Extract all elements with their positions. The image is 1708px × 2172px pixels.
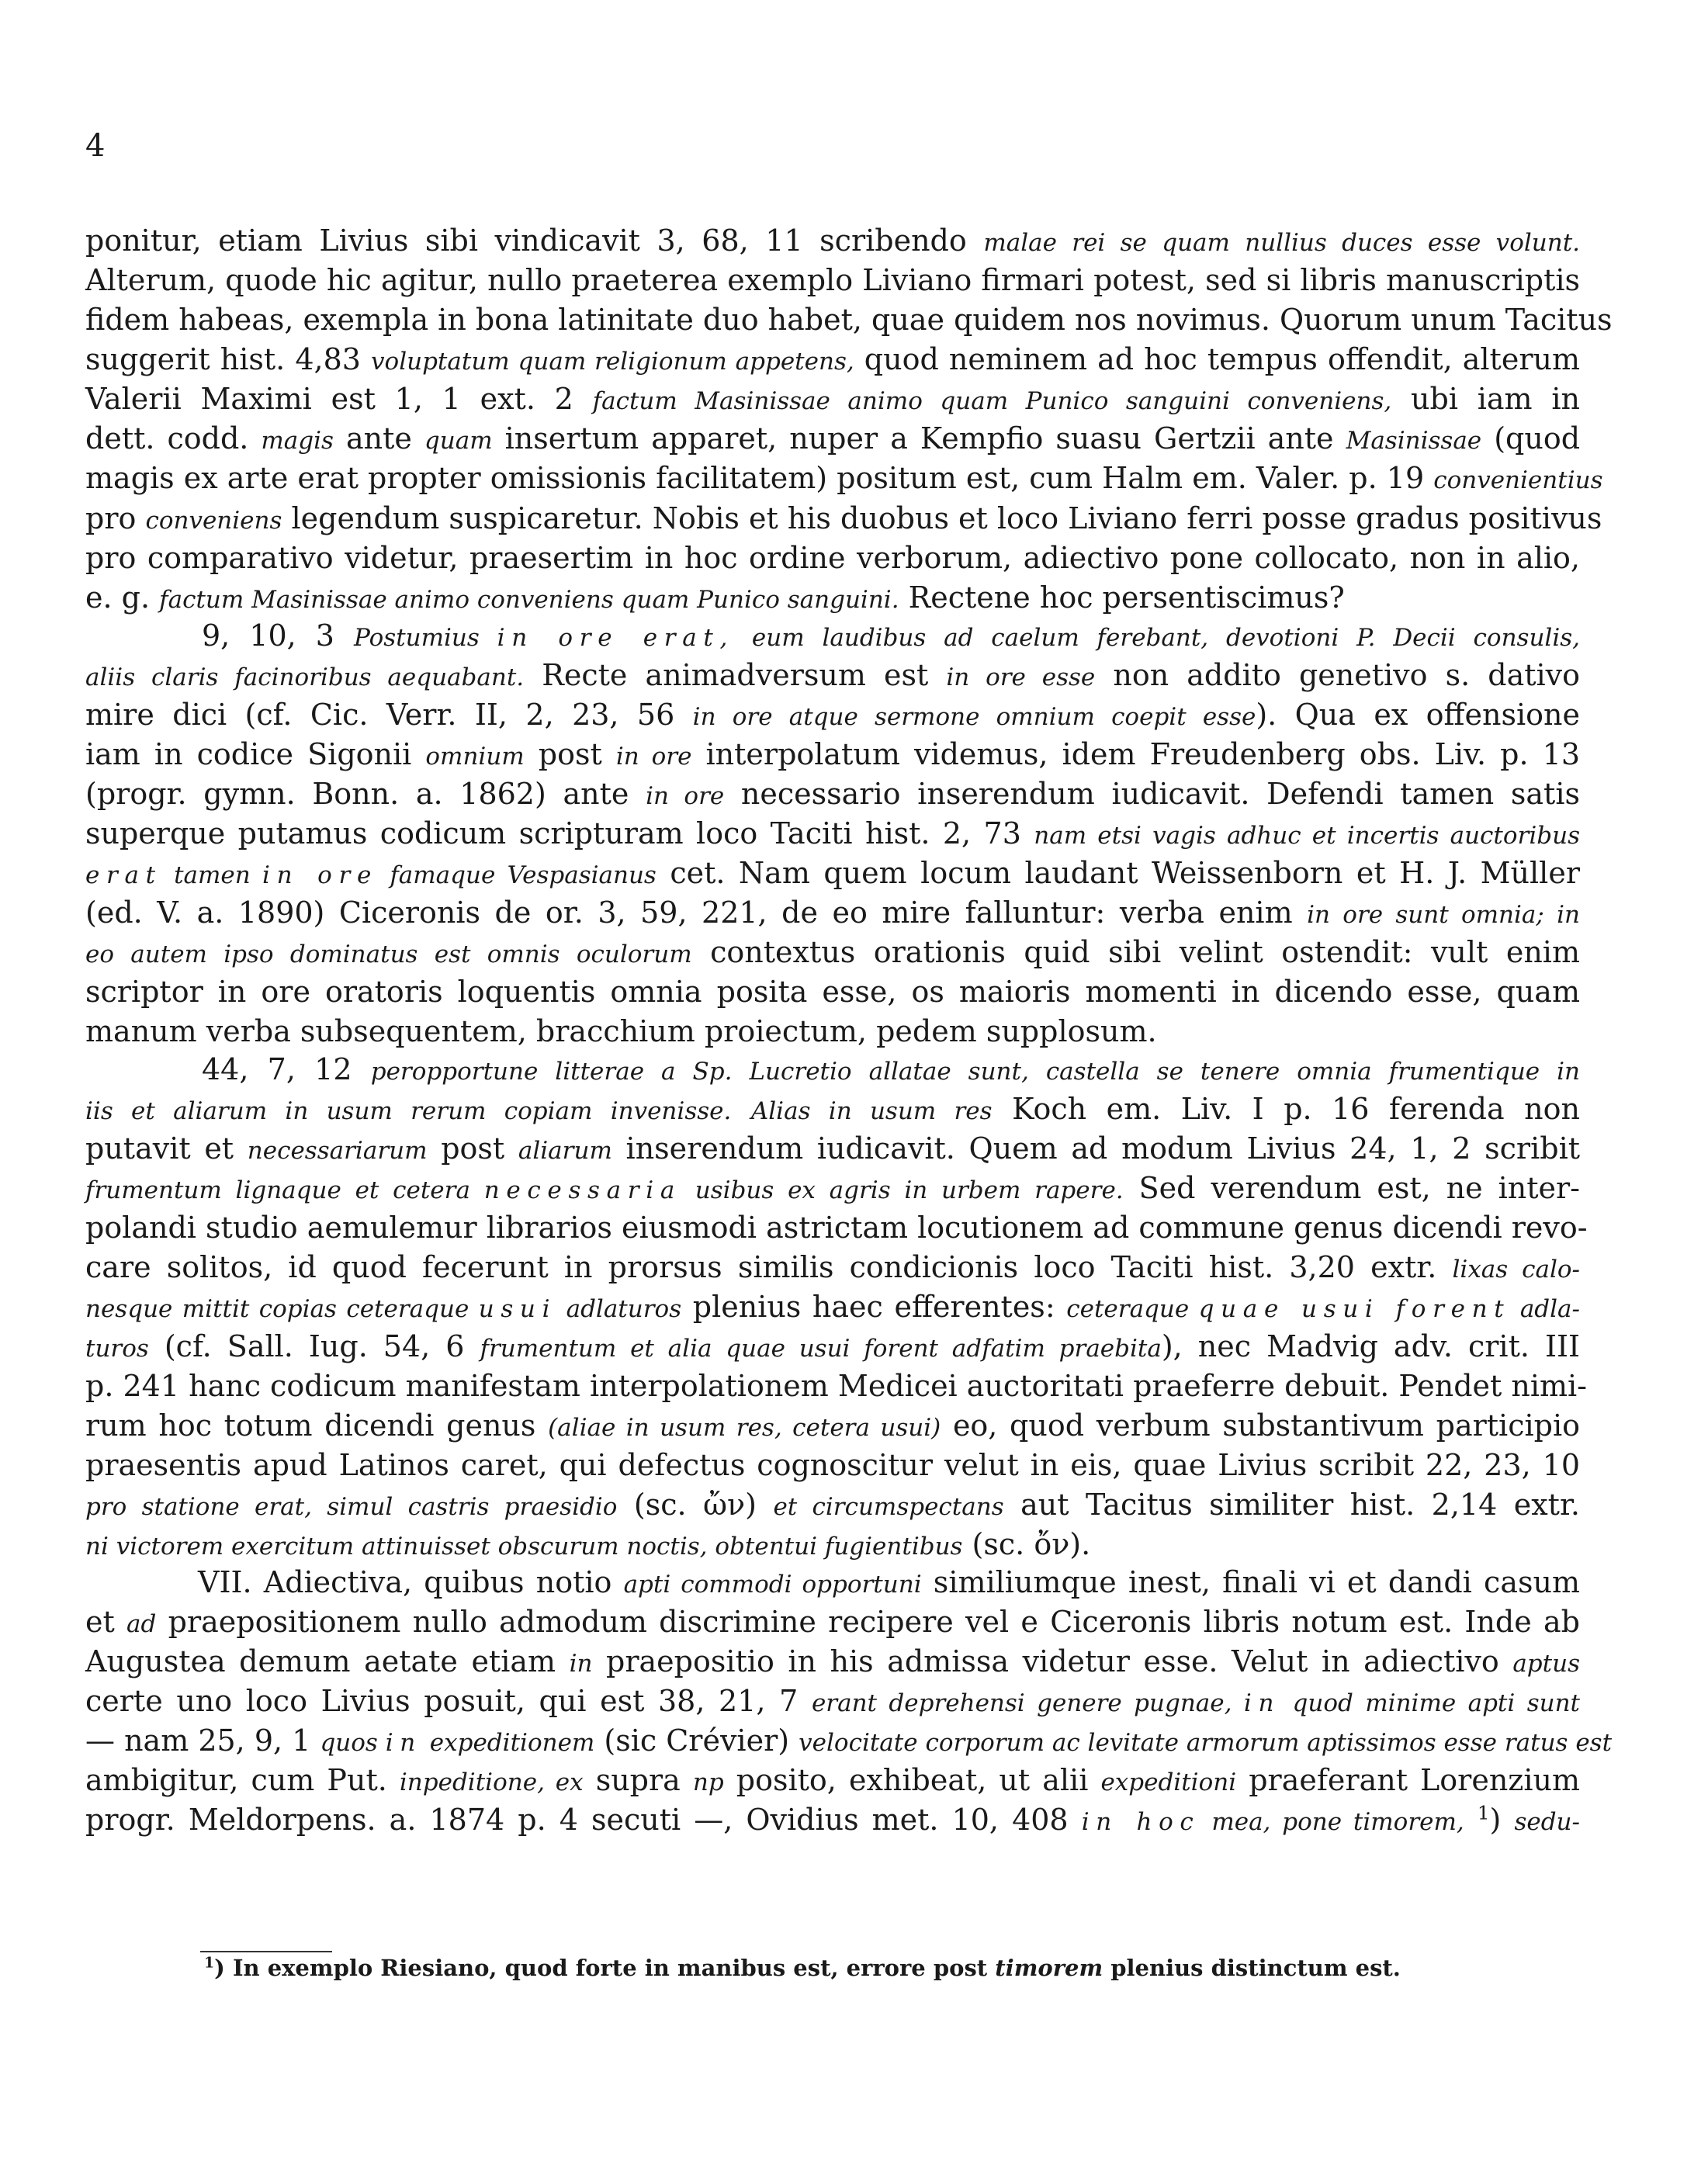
italic-text: ceteraque	[1066, 1295, 1199, 1323]
text-segment: polandi studio aemulemur librarios eiusmodi astrictam locutionem ad commune genus dicendi revo-	[85, 1211, 1588, 1245]
italic-text: usibus ex agris in urbem rapere.	[681, 1176, 1124, 1204]
italic-text: frumentum et alia quae usui forent adfatim praebita	[480, 1335, 1162, 1363]
italic-text: erant deprehensi genere pugnae,	[811, 1689, 1244, 1717]
text-line	[85, 1488, 1581, 1522]
text-segment: mire dici (cf. Cic. Verr. II, 2, 23, 56	[85, 698, 693, 732]
text-segment: insertum apparet, nuper a Kempfio suasu Gertzii ante	[492, 421, 1346, 456]
italic-text: factum Masinissae animo conveniens quam Punico sanguini.	[159, 586, 899, 614]
italic-text: et circumspectans	[773, 1493, 1004, 1521]
text-segment: — nam 25, 9, 1	[85, 1723, 320, 1758]
italic-text: turos	[85, 1335, 149, 1363]
italic-text: velocitate corporum ac levitate armorum aptissimos esse ratus est	[799, 1729, 1613, 1757]
italic-text: malae rei se quam nullius duces esse volunt.	[983, 229, 1581, 257]
text-line	[85, 543, 1580, 573]
italic-text: in ore atque sermone omnium coepit esse	[692, 703, 1256, 731]
text-segment: necessario inserendum iudicavit. Defendi tamen satis	[724, 777, 1580, 811]
italic-text: lixas calo-	[1452, 1256, 1581, 1283]
text-segment: ponitur, etiam Livius sibi vindicavit 3, 68, 11 scribendo	[85, 223, 984, 258]
italic-text: quod minime apti sunt	[1280, 1689, 1581, 1717]
text-line	[85, 895, 1580, 930]
text-segment: praeferant Lorenzium	[1236, 1763, 1580, 1797]
footnote-marker: 1	[204, 1954, 215, 1972]
text-segment: fidem habeas, exempla in bona latinitate duo habet, quae quidem nos novimus. Quorum unum Tacitus	[85, 303, 1613, 337]
text-line	[85, 223, 1581, 258]
text-line	[85, 1723, 1613, 1758]
text-segment: Valerii Maximi est 1, 1 ext. 2	[85, 382, 593, 416]
text-segment: legendum suspicaretur. Nobis et his duobus et loco Liviano ferri posse gradus positivus	[282, 501, 1602, 535]
italic-text: erat	[85, 861, 162, 889]
italic-text: necessariarum	[247, 1137, 428, 1165]
text-segment: (sc. ὤν)	[617, 1488, 774, 1522]
text-segment: iam in codice Sigonii	[85, 737, 426, 771]
italic-text: Masinissae	[1346, 427, 1482, 455]
italic-text: quos	[320, 1729, 386, 1757]
text-line	[85, 937, 1580, 967]
text-line	[85, 1686, 1580, 1716]
text-line	[85, 1014, 1580, 1048]
italic-text: sedu-	[1514, 1808, 1580, 1836]
text-line	[85, 698, 1580, 732]
text-segment: eo, quod verbum substantivum participio	[941, 1408, 1580, 1443]
italic-text: quae usui forent	[1198, 1295, 1511, 1323]
text-line	[85, 1173, 1580, 1203]
text-segment: plenius distinctum est.	[1103, 1955, 1401, 1981]
italic-text: factum Masinissae animo quam Punico sanguini conveniens,	[592, 387, 1392, 415]
footnote-ref: 1	[1477, 1801, 1490, 1824]
italic-text: iis et aliarum in usum rerum copiam invenisse.	[85, 1097, 732, 1125]
text-line	[85, 1369, 1588, 1403]
text-segment	[1464, 1803, 1478, 1837]
text-line	[85, 580, 1580, 615]
text-line	[85, 1529, 1580, 1559]
italic-text: in ore	[615, 743, 692, 771]
text-segment: VII. Adiectiva, quibus notio	[198, 1565, 624, 1599]
text-line	[85, 1252, 1580, 1282]
text-segment: suggerit hist. 4,83	[85, 342, 372, 376]
text-line	[85, 421, 1581, 456]
text-segment: (sic Crévier)	[594, 1723, 799, 1758]
text-line	[85, 1292, 1580, 1322]
text-segment: quod neminem ad hoc tempus offendit, alterum	[854, 342, 1580, 376]
text-line	[85, 303, 1613, 337]
text-segment: ambigitur, cum Put.	[85, 1763, 400, 1797]
text-line	[85, 384, 1580, 414]
italic-text: famaque Vespasianus	[378, 861, 657, 889]
italic-text: aliis claris facinoribus aequabant.	[85, 663, 525, 691]
text-line	[85, 1801, 1580, 1837]
text-segment: et	[85, 1605, 127, 1639]
italic-text: eo autem ipso dominatus est omnis oculorum	[85, 941, 692, 968]
italic-text: Postumius	[354, 624, 497, 652]
italic-text: adlaturos	[556, 1295, 682, 1323]
text-segment: ubi iam in	[1391, 382, 1580, 416]
text-line	[85, 1211, 1588, 1245]
text-segment: similiumque inest, finali vi et dandi casum	[921, 1565, 1580, 1599]
text-segment: putavit et	[85, 1131, 248, 1166]
text-line	[85, 737, 1581, 771]
italic-text: apti commodi opportuni	[623, 1571, 922, 1599]
italic-text: in ore	[262, 861, 379, 889]
italic-text: timorem	[995, 1955, 1103, 1981]
italic-text: convenientius	[1433, 466, 1603, 494]
footnote-rule	[200, 1951, 332, 1952]
text-line	[85, 1607, 1580, 1637]
text-segment	[731, 1092, 751, 1126]
italic-text: omnium	[425, 743, 525, 771]
text-line	[198, 1565, 1580, 1599]
text-line	[85, 1131, 1580, 1166]
italic-text: in ore esse	[946, 663, 1096, 691]
text-segment: care solitos, id quod fecerunt in prorsus similis condicionis loco Taciti hist. 3,20 extr.	[85, 1250, 1453, 1284]
text-segment: manum verba subsequentem, bracchium proiectum, pedem supplosum.	[85, 1014, 1157, 1048]
text-segment: scriptor in ore oratoris loquentis omnia posita esse, os maioris momenti in dicendo esse, quam	[85, 975, 1580, 1009]
italic-text: in	[385, 1729, 422, 1757]
text-segment: rum hoc totum dicendi genus	[85, 1408, 549, 1443]
italic-text: Alias in usum res	[750, 1097, 993, 1125]
italic-text: tamen	[161, 861, 262, 889]
text-segment: progr. Meldorpens. a. 1874 p. 4 secuti —, Ovidius met. 10, 408	[85, 1803, 1082, 1837]
italic-text: frumentum lignaque et cetera	[85, 1176, 484, 1204]
italic-text: aptus	[1512, 1650, 1580, 1678]
italic-text: quam	[424, 427, 493, 455]
italic-text: aliarum	[518, 1137, 612, 1165]
footnote-text	[214, 1955, 1401, 1981]
italic-text: inpeditione, ex	[399, 1768, 584, 1796]
text-segment: pro	[85, 501, 146, 535]
italic-text: adla-	[1510, 1295, 1581, 1323]
text-segment: praepositionem nullo admodum discrimine recipere vel e Ciceronis libris notum est. Inde ab	[156, 1605, 1580, 1639]
page-number: 4	[85, 128, 106, 164]
text-segment: contextus orationis quid sibi velint ostendit: vult enim	[691, 935, 1580, 969]
italic-text: nesque mittit copias ceteraque	[85, 1295, 479, 1323]
text-segment: inserendum iudicavit. Quem ad modum Livius 24, 1, 2 scribit	[611, 1131, 1580, 1166]
text-segment: ) In exemplo Riesiano, quod forte in manibus est, errore post	[214, 1955, 996, 1981]
text-segment: Recte animadversum est	[524, 658, 947, 692]
text-segment: ), nec Madvig adv. crit. III	[1161, 1329, 1580, 1363]
text-line	[85, 1450, 1580, 1480]
italic-text: nam etsi vagis adhuc et incertis auctoribus	[1034, 822, 1580, 850]
text-segment: praepositio in his admissa videtur esse. Velut in adiectivo	[592, 1644, 1513, 1678]
italic-text: in	[569, 1650, 593, 1678]
text-segment: 9, 10, 3	[202, 618, 355, 653]
footnote	[204, 1954, 1401, 1981]
text-segment: Koch em. Liv. I p. 16 ferenda non	[992, 1092, 1581, 1126]
text-segment: plenius haec efferentes:	[681, 1290, 1067, 1324]
italic-text: in hoc	[1081, 1808, 1200, 1836]
text-segment: (quod	[1481, 421, 1581, 456]
italic-text: mea, pone timorem,	[1200, 1808, 1464, 1836]
text-line	[85, 816, 1580, 850]
text-segment: (progr. gymn. Bonn. a. 1862) ante	[85, 777, 646, 811]
text-segment: Sed verendum est, ne inter-	[1123, 1171, 1580, 1205]
text-segment: aut Tacitus similiter hist. 2,14 extr.	[1003, 1488, 1581, 1522]
text-segment: Augustea demum aetate etiam	[85, 1644, 570, 1678]
text-segment: magis ex arte erat propter omissionis facilitatem) positum est, cum Halm em. Valer. p. 19	[85, 461, 1434, 495]
text-line	[85, 265, 1580, 295]
text-segment: Alterum, quode hic agitur, nullo praeterea exemplo Liviano firmari potest, sed si libris manuscriptis	[85, 263, 1580, 297]
text-segment: post	[524, 737, 616, 771]
text-segment: cet. Nam quem locum laudant Weissenborn et H. J. Müller	[656, 856, 1580, 890]
text-line	[85, 461, 1603, 495]
text-segment: non addito genetivo s. dativo	[1095, 658, 1580, 692]
text-segment: (ed. V. a. 1890) Ciceronis de or. 3, 59, 221, de eo mire falluntur: verba enim	[85, 895, 1308, 930]
text-segment: ante	[333, 421, 424, 456]
text-segment: )	[1489, 1803, 1515, 1837]
italic-text: in ore sunt omnia; in	[1307, 901, 1580, 929]
text-segment: p. 241 hanc codicum manifestam interpolationem Medicei auctoritati praeferre debuit. Pendet nimi-	[85, 1369, 1588, 1403]
italic-text: pro statione erat, simul castris praesidio	[85, 1493, 618, 1521]
text-line	[85, 1094, 1580, 1124]
text-segment: praesentis apud Latinos caret, qui defectus cognoscitur velut in eis, quae Livius scribit 22, 23, 10	[85, 1448, 1580, 1482]
italic-text: magis	[261, 427, 334, 455]
text-segment: Rectene hoc persentiscimus?	[899, 580, 1345, 615]
italic-text: usui	[478, 1295, 557, 1323]
italic-text: ni victorem exercitum attinuisset obscurum noctis, obtentui fugientibus	[85, 1533, 963, 1561]
text-line	[85, 779, 1580, 809]
text-line	[85, 858, 1580, 888]
italic-text: necessaria	[483, 1176, 682, 1204]
text-segment: interpolatum videmus, idem Freudenberg obs. Liv. p. 13	[691, 737, 1581, 771]
italic-text: in ore erat,	[497, 624, 735, 652]
text-line	[85, 1408, 1580, 1443]
italic-text: expeditionem	[421, 1729, 595, 1757]
text-segment: 44, 7, 12	[202, 1052, 371, 1086]
text-line	[85, 1765, 1580, 1795]
text-segment: post	[427, 1131, 518, 1166]
text-segment: pro comparativo videtur, praesertim in hoc ordine verborum, adiectivo pone collocato, non in alio,	[85, 541, 1580, 575]
text-segment: e. g.	[85, 580, 160, 615]
text-line	[85, 660, 1580, 690]
text-line	[85, 975, 1580, 1009]
italic-text: voluptatum quam religionum appetens,	[371, 348, 854, 376]
text-segment: supra	[583, 1763, 693, 1797]
text-line	[202, 1052, 1581, 1086]
italic-text: in ore	[646, 782, 725, 810]
italic-text: ad	[126, 1610, 157, 1638]
text-segment: certe uno loco Livius posuit, qui est 38, 21, 7	[85, 1684, 812, 1718]
text-line	[85, 501, 1602, 535]
text-line	[85, 1644, 1580, 1678]
italic-text: conveniens	[145, 507, 282, 535]
text-segment: posito, exhibeat, ut alii	[723, 1763, 1101, 1797]
italic-text: in	[1243, 1689, 1281, 1717]
text-line	[202, 618, 1580, 653]
text-line	[85, 1329, 1580, 1363]
text-segment: ). Qua ex offensione	[1256, 698, 1580, 732]
text-line	[85, 342, 1580, 376]
italic-text: np	[692, 1768, 724, 1796]
text-segment: (sc. ὄν).	[962, 1527, 1091, 1561]
text-segment: superque putamus codicum scripturam loco Taciti hist. 2, 73	[85, 816, 1034, 850]
italic-text: expeditioni	[1100, 1768, 1237, 1796]
italic-text: peropportune litterae a Sp. Lucretio allatae sunt, castella se tenere omnia frumentique in	[370, 1058, 1581, 1086]
italic-text: eum laudibus ad caelum ferebant, devotioni P. Decii consulis,	[734, 624, 1580, 652]
text-segment: (cf. Sall. Iug. 54, 6	[148, 1329, 480, 1363]
text-segment: dett. codd.	[85, 421, 262, 456]
italic-text: (aliae in usum res, cetera usui)	[548, 1414, 941, 1442]
